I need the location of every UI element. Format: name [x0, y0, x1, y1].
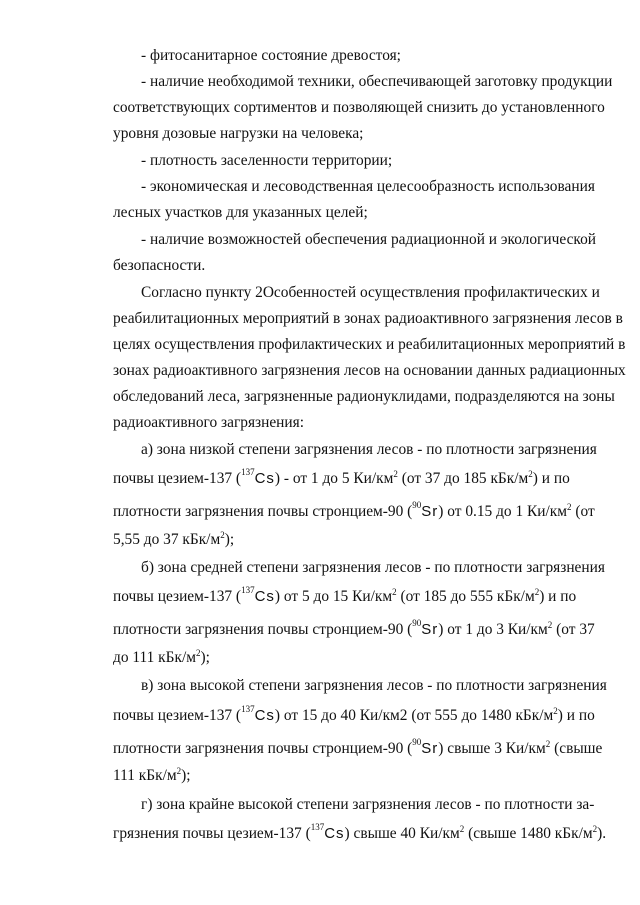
bullet-equipment-line1: - наличие необходимой техники, обеспечивающей заготовку продукции [141, 73, 613, 90]
zone-low-line3: плотности загрязнения почвы стронцием-90 ($^{90}$Sr) от 0.15 до 1 $Ки/км^2$ (от [113, 500, 595, 520]
zone-low-line4: 5,55 до 37 кБк/$м^2$); [113, 530, 235, 548]
paragraph-intro-line3: целях осуществления профилактических и реабилитационных мероприятий в [113, 336, 626, 353]
zone-high-line2: почвы цезием-137 ($^{137}$Cs) от 15 до 40 Ки/км2 (от 555 до 1480 кБк/$м^2$) и по [113, 704, 595, 724]
zone-high-line3: плотности загрязнения почвы стронцием-90 ($^{90}$Sr) свыше 3 $Ки/км^2$ (свыше [113, 737, 603, 757]
zone-medium-line1: б) зона средней степени загрязнения лесов - по плотности загрязнения [141, 559, 605, 576]
bullet-equipment-line2: соответствующих сортиментов и позволяющей снизить до установленного [113, 99, 605, 116]
bullet-safety-line2: безопасности. [113, 257, 206, 274]
bullet-safety-line1: - наличие возможностей обеспечения радиационной и экологической [141, 231, 597, 248]
paragraph-intro-line1: Согласно пункту 2Особенностей осуществления профилактических и [141, 284, 600, 301]
zone-medium-line4: до 111 кБк/$м^2$); [113, 648, 210, 666]
zone-medium-line2: почвы цезием-137 ($^{137}$Cs) от 5 до 15 $Ки/км^2$ (от 185 до 555 кБк/$м^2$) и по [113, 585, 577, 605]
zone-high-line1: в) зона высокой степени загрязнения лесов - по плотности загрязнения [141, 677, 607, 694]
bullet-economic-line2: лесных участков для указанных целей; [113, 204, 368, 221]
zone-high-line4: 111 кБк/$м^2$); [113, 766, 191, 784]
paragraph-intro-line5: обследований леса, загрязненные радионуклидами, подразделяются на зоны [113, 388, 615, 405]
zone-extreme-line1: г) зона крайне высокой степени загрязнения лесов - по плотности за- [141, 796, 595, 813]
paragraph-intro-line6: радиоактивного загрязнения: [113, 414, 304, 431]
zone-extreme-line2: грязнения почвы цезием-137 ($^{137}$Cs) свыше 40 $Ки/км^2$ (свыше 1480 кБк/$м^2$). [113, 822, 607, 842]
zone-medium-line3: плотности загрязнения почвы стронцием-90 ($^{90}$Sr) от 1 до 3 $Ки/км^2$ (от 37 [113, 618, 595, 638]
zone-low-line2: почвы цезием-137 ($^{137}$Cs) - от 1 до 5 $Ки/км^2$ (от 37 до 185 кБк/$м^2$) и по [113, 467, 570, 487]
zone-low-line1: а) зона низкой степени загрязнения лесов - по плотности загрязнения [141, 441, 597, 458]
bullet-phytosanitary: - фитосанитарное состояние древостоя; [141, 47, 401, 64]
bullet-equipment-line3: уровня дозовые нагрузки на человека; [113, 125, 364, 142]
bullet-density: - плотность заселенности территории; [141, 152, 393, 169]
bullet-economic-line1: - экономическая и лесоводственная целесообразность использования [141, 178, 595, 195]
paragraph-intro-line2: реабилитационных мероприятий в зонах радиоактивного загрязнения лесов в [113, 310, 623, 327]
paragraph-intro-line4: зонах радиоактивного загрязнения лесов на основании данных радиационных [113, 362, 626, 379]
